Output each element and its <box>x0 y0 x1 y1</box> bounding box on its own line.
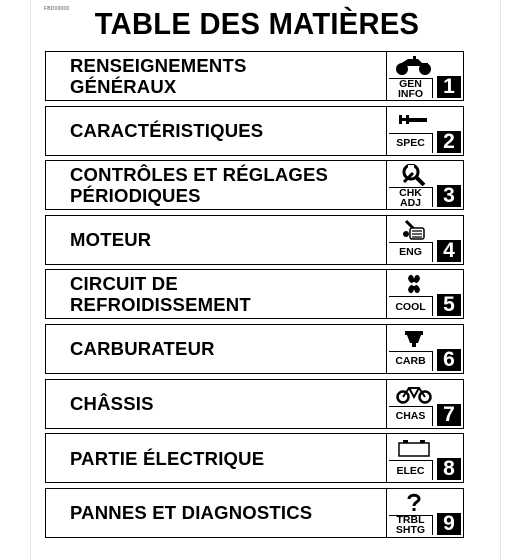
toc-list <box>45 51 464 542</box>
section-number: 8 <box>437 458 461 480</box>
section-title-line: CONTRÔLES ET RÉGLAGES <box>70 164 329 186</box>
section-title-line: PARTIE ÉLECTRIQUE <box>70 447 265 469</box>
carburetor-icon <box>391 328 437 350</box>
page-title: TABLE DES MATIÈRES <box>94 6 420 41</box>
toc-row-trbl-shtg[interactable] <box>45 488 464 538</box>
section-abbreviation <box>389 296 433 316</box>
section-abbreviation <box>389 515 433 535</box>
section-title-line: PÉRIODIQUES <box>70 185 201 207</box>
section-title <box>46 489 386 537</box>
fan-icon <box>391 273 437 295</box>
abbr-line: ADJ <box>399 196 421 209</box>
section-tab <box>386 107 463 155</box>
document-reference: FBD00000 <box>44 6 70 12</box>
abbr-line: COOL <box>395 300 426 313</box>
section-tab <box>386 325 463 373</box>
section-number: 2 <box>437 131 461 153</box>
section-title <box>46 52 386 100</box>
section-abbreviation <box>389 187 433 207</box>
battery-icon <box>391 437 437 459</box>
abbr-line: SPEC <box>396 137 425 150</box>
section-tab <box>386 434 463 482</box>
adjust-tools-icon <box>391 164 437 186</box>
section-abbreviation <box>389 133 433 153</box>
section-title <box>46 325 386 373</box>
section-number: 6 <box>437 349 461 371</box>
section-title-line: REFROIDISSEMENT <box>70 294 251 316</box>
section-number: 4 <box>437 240 461 262</box>
section-tab <box>386 270 463 318</box>
abbr-line: GEN <box>399 77 422 90</box>
section-title <box>46 107 386 155</box>
toc-row-chk-adj[interactable] <box>45 160 464 210</box>
section-number: 3 <box>437 185 461 207</box>
section-title-line: GÉNÉRAUX <box>70 76 177 97</box>
abbr-line: CHK <box>399 186 422 199</box>
section-title-line: RENSEIGNEMENTS <box>70 55 247 76</box>
section-title <box>46 380 386 428</box>
section-title <box>46 270 386 318</box>
page-right-edge <box>500 0 501 560</box>
section-title <box>46 434 386 482</box>
section-title-line: PANNES ET DIAGNOSTICS <box>70 502 313 524</box>
chassis-icon <box>391 383 437 405</box>
section-abbreviation <box>389 460 433 480</box>
toc-row-carb[interactable] <box>45 324 464 374</box>
wrench-icon <box>391 110 437 132</box>
toc-row-eng[interactable] <box>45 215 464 265</box>
section-title-line: MOTEUR <box>70 229 152 251</box>
section-number: 7 <box>437 404 461 426</box>
abbr-line: ENG <box>399 246 422 259</box>
abbr-line: INFO <box>397 87 424 100</box>
section-tab <box>386 380 463 428</box>
engine-icon <box>391 219 437 241</box>
section-title-line: CARACTÉRISTIQUES <box>70 120 264 142</box>
toc-row-gen-info[interactable] <box>45 51 464 101</box>
section-title-line: CHÂSSIS <box>70 393 154 415</box>
section-number: 1 <box>437 76 461 98</box>
section-abbreviation <box>389 351 433 371</box>
section-tab <box>386 489 463 537</box>
section-abbreviation <box>389 242 433 262</box>
abbr-line: SHTG <box>395 524 426 537</box>
section-title-line: CARBURATEUR <box>70 338 215 360</box>
toc-row-spec[interactable] <box>45 106 464 156</box>
section-title <box>46 161 386 209</box>
abbr-line: ELEC <box>396 464 425 477</box>
question-icon <box>391 492 437 514</box>
section-title-line: CIRCUIT DE <box>70 273 178 295</box>
page-left-edge <box>30 0 31 560</box>
section-title <box>46 216 386 264</box>
section-number: 5 <box>437 294 461 316</box>
toc-row-elec[interactable] <box>45 433 464 483</box>
abbr-line: TRBL <box>396 514 425 527</box>
section-tab <box>386 216 463 264</box>
toc-row-chas[interactable] <box>45 379 464 429</box>
atv-icon <box>391 55 437 77</box>
abbr-line: CHAS <box>395 410 426 423</box>
toc-row-cool[interactable] <box>45 269 464 319</box>
section-tab <box>386 161 463 209</box>
section-abbreviation <box>389 406 433 426</box>
section-number: 9 <box>437 513 461 535</box>
section-tab <box>386 52 463 100</box>
section-abbreviation <box>389 78 433 98</box>
abbr-line: CARB <box>395 355 426 368</box>
